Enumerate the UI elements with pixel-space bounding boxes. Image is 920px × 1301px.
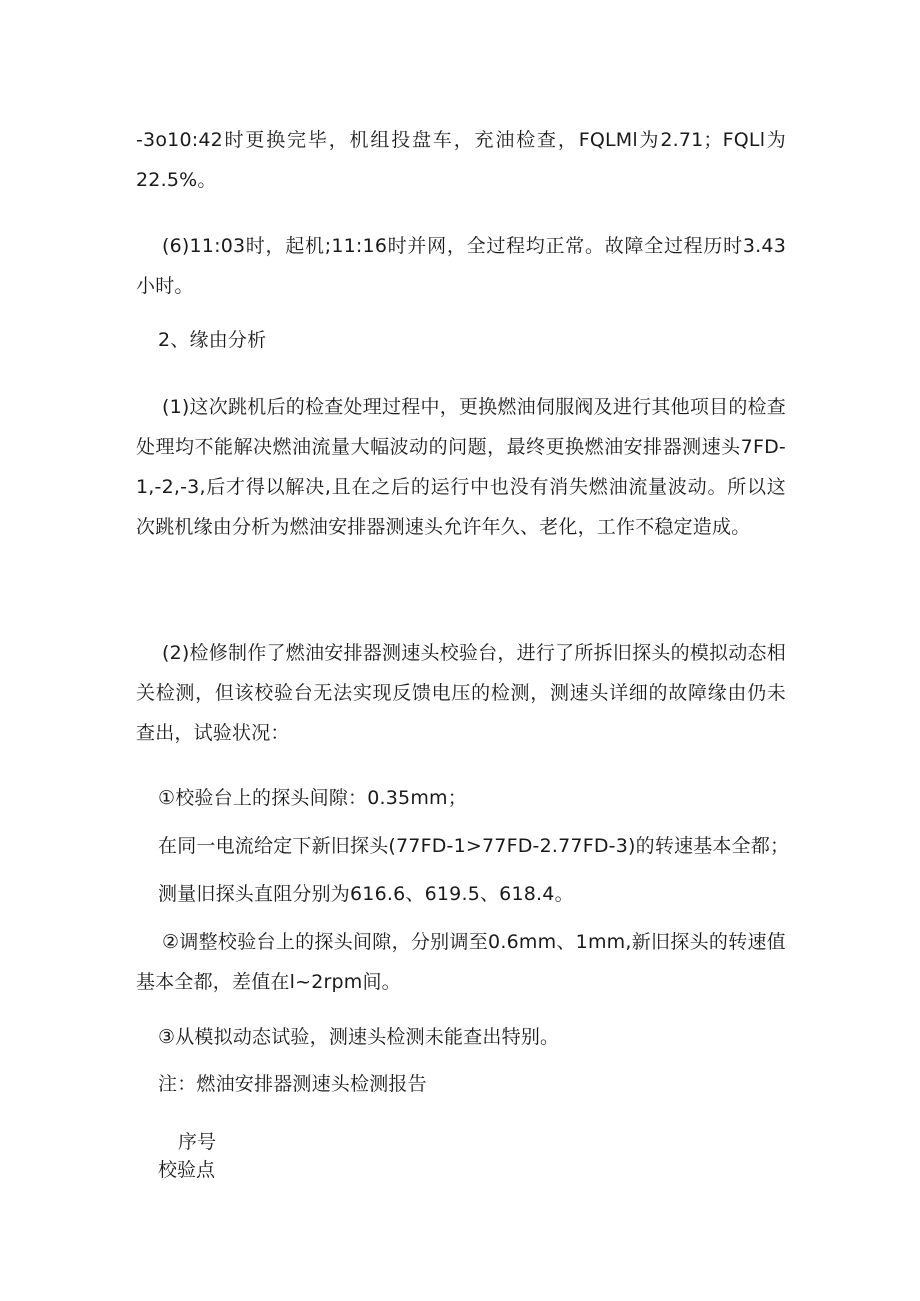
paragraph-cause-2: (2)检修制作了燃油安排器测速头校验台，进行了所拆旧探头的模拟动态相关检测，但该校验台无法实现反馈电压的检测，测速头详细的故障缘由仍未查出，试验状况： xyxy=(136,642,786,744)
section-heading-cause-analysis: 2、缘由分析 xyxy=(158,329,267,351)
table-header-index: 序号 xyxy=(178,1131,217,1153)
paragraph-continuation: -3o10:42时更换完毕，机组投盘车，充油检查，FQLMl为2.71；FQLl为22.5%。 xyxy=(136,129,786,191)
note-report-title: 注：燃油安排器测速头检测报告 xyxy=(158,1073,427,1095)
paragraph-cause-1: (1)这次跳机后的检查处理过程中，更换燃油伺服阀及进行其他项目的检查处理均不能解决燃油流量大幅波动的问题，最终更换燃油安排器测速头7FD-1,-2,-3,后才得以解决,且在之后的运行中也没有消失燃油流量波动。所以这次跳机缘由分析为燃油安排器测速头允许年久、老化，工作不稳定造成。 xyxy=(136,396,786,538)
list-item-probe-gap: ①校验台上的探头间隙：0.35mm； xyxy=(158,787,467,809)
list-item-simulation-result: ③从模拟动态试验，测速头检测未能查出特别。 xyxy=(158,1026,560,1048)
list-item-adjust-gap: ②调整校验台上的探头间隙，分别调至0.6mm、1mm,新旧探头的转速值基本全都，差值在l~2rpm间。 xyxy=(136,931,786,993)
list-item-resistance: 测量旧探头直阻分别为616.6、619.5、618.4。 xyxy=(158,883,574,905)
paragraph-step-6: (6)11:03时，起机;11:16时并网，全过程均正常。故障全过程历时3.43小时。 xyxy=(136,235,786,297)
list-item-speed-same: 在同一电流给定下新旧探头(77FD-1>77FD-2.77FD-3)的转速基本全都； xyxy=(158,835,790,857)
table-header-check-point: 校验点 xyxy=(158,1159,216,1181)
